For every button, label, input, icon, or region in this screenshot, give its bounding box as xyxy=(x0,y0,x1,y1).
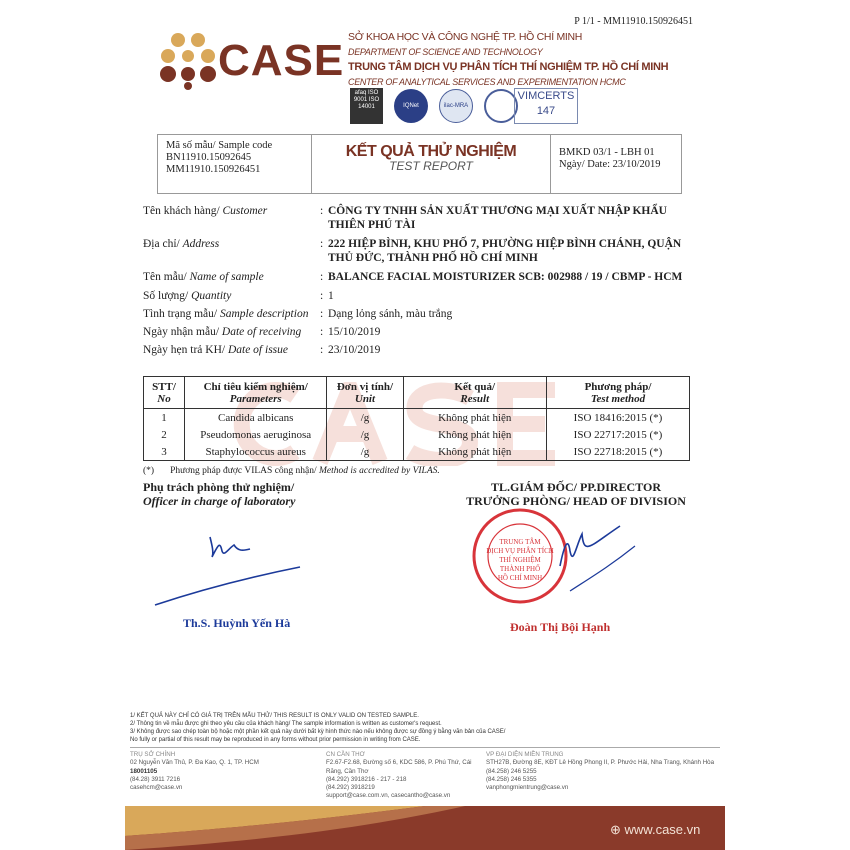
form-code: BMKD 03/1 - LBH 01 xyxy=(559,147,655,158)
center-en: CENTER OF ANALYTICAL SERVICES AND EXPERIMENTATION HCMC xyxy=(348,77,626,87)
ilac-mra-cert-logo: ilac-MRA xyxy=(439,89,473,123)
office-line: (84.258) 246 5255 xyxy=(486,767,537,775)
colon: : xyxy=(320,344,324,356)
table-cell: ISO 22718:2015 (*) xyxy=(546,443,689,461)
office-line: support@case.com.vn, casecantho@case.vn xyxy=(326,792,451,800)
info-value: 15/10/2019 xyxy=(328,326,381,338)
info-value: BALANCE FACIAL MOISTURIZER SCB: 002988 / 19 / CBMP - HCM xyxy=(328,271,683,283)
footnote xyxy=(143,466,440,477)
report-title-en: TEST REPORT xyxy=(389,159,473,173)
logo-text: CASE xyxy=(218,36,345,85)
info-label: Ngày nhận mẫu/ Date of receiving xyxy=(143,326,302,338)
info-row xyxy=(143,270,703,284)
svg-text:HỒ CHÍ MINH: HỒ CHÍ MINH xyxy=(497,574,543,582)
note-line: No fully or partial of this result may be reproduced in any forms without prior permission in writing from CASE. xyxy=(130,737,421,743)
info-value: 1 xyxy=(328,290,334,302)
sample-code-label: Mã số mẫu/ Sample code xyxy=(166,140,273,151)
table-cell: Không phát hiện xyxy=(403,443,546,461)
vimcerts-label: VIMCERTS xyxy=(517,90,575,102)
note-line: 1/ KẾT QUẢ NÀY CHỈ CÓ GIÁ TRỊ TRÊN MẪU THỬ/ THIS RESULT IS ONLY VALID ON TESTED SAMPLE. xyxy=(130,713,419,719)
page-reference: P 1/1 - MM11910.150926451 xyxy=(574,16,693,27)
vimcerts-badge xyxy=(514,88,578,124)
info-row xyxy=(143,237,703,265)
sample-code-2: MM11910.150926451 xyxy=(166,164,261,175)
test-results-table xyxy=(143,376,690,461)
organization-header xyxy=(348,30,668,90)
afaq-cert-logo: afaq ISO 9001 ISO 14001 xyxy=(350,88,383,124)
office-line: 02 Nguyễn Văn Thủ, P. Đa Kao, Q. 1, TP. HCM xyxy=(130,759,259,767)
info-value: CÔNG TY TNHH SẢN XUẤT THƯƠNG MẠI XUẤT NHẬP KHẨU THIÊN PHÚ TÀI xyxy=(328,205,667,231)
info-label: Số lượng/ Quantity xyxy=(143,290,232,302)
office-line: (84.292) 3918216 - 217 - 218 xyxy=(326,775,407,783)
left-title-vn: Phụ trách phòng thử nghiệm/ xyxy=(143,480,295,494)
info-row xyxy=(143,325,703,339)
table-cell: Staphylococcus aureus xyxy=(185,443,327,461)
info-row xyxy=(143,289,703,303)
colon: : xyxy=(320,290,324,302)
sample-code-1: BN11910.15092645 xyxy=(166,152,252,163)
footnote-mark: (*) xyxy=(143,466,155,476)
info-label: Tên khách hàng/ Customer xyxy=(143,205,268,217)
left-signature-icon xyxy=(150,515,310,610)
vimcerts-number: 147 xyxy=(536,105,556,117)
office-heading: TRỤ SỞ CHÍNH xyxy=(130,751,176,758)
table-cell: 3 xyxy=(144,443,185,461)
note-line: 3/ Không được sao chép toàn bộ hoặc một phần kết quả này dưới bất kỳ hình thức nào nếu không được sự đồng ý bằng văn bản của CASE/ xyxy=(130,729,506,735)
office-line: STH27B, Đường 8E, KĐT Lê Hồng Phong II, P. Phước Hải, Nha Trang, Khánh Hòa xyxy=(486,759,715,767)
table-cell: Không phát hiện xyxy=(403,409,546,427)
office-heading: VP ĐẠI DIỆN MIỀN TRUNG xyxy=(486,751,564,758)
column-header: Phương pháp/ Test method xyxy=(546,377,689,409)
svg-text:THÀNH PHỐ: THÀNH PHỐ xyxy=(499,565,541,573)
website-link[interactable] xyxy=(610,822,700,838)
divider xyxy=(130,747,720,748)
table-cell: /g xyxy=(327,443,403,461)
colon: : xyxy=(320,238,324,250)
right-signature-block xyxy=(450,480,702,508)
left-signer-name: Th.S. Huỳnh Yến Hà xyxy=(183,616,291,630)
report-title-vn: KẾT QUẢ THỬ NGHIỆM xyxy=(345,143,517,160)
svg-text:DỊCH VỤ PHÂN TÍCH: DỊCH VỤ PHÂN TÍCH xyxy=(486,547,554,555)
iqnet-cert-logo: IQNet xyxy=(394,89,428,123)
office-address xyxy=(326,751,480,801)
office-line: vanphongmientrung@case.vn xyxy=(486,784,569,792)
info-value: 23/10/2019 xyxy=(328,344,381,356)
case-logo-icon xyxy=(160,32,216,90)
info-label: Tên mẫu/ Name of sample xyxy=(143,271,264,283)
svg-text:TRUNG TÂM: TRUNG TÂM xyxy=(499,538,541,546)
column-header: Kết quả/ Result xyxy=(403,377,546,409)
left-title-en: Officer in charge of laboratory xyxy=(143,494,296,508)
info-row xyxy=(143,343,703,357)
info-label: Địa chỉ/ Address xyxy=(143,238,220,250)
right-title-1: TL.GIÁM ĐỐC/ PP.DIRECTOR xyxy=(490,480,662,494)
office-heading: CN CẦN THƠ xyxy=(326,751,365,758)
footnote-en: Method is accredited by VILAS. xyxy=(319,466,440,476)
left-signature-block xyxy=(143,480,295,508)
table-row xyxy=(144,443,690,461)
colon: : xyxy=(320,271,324,283)
column-header: Chỉ tiêu kiểm nghiệm/ Parameters xyxy=(185,377,327,409)
center-vn: TRUNG TÂM DỊCH VỤ PHÂN TÍCH THÍ NGHIỆM TP. HỒ CHÍ MINH xyxy=(348,61,669,73)
column-header: Đơn vị tính/ Unit xyxy=(327,377,403,409)
dept-vn: SỞ KHOA HỌC VÀ CÔNG NGHỆ TP. HỒ CHÍ MINH xyxy=(348,31,583,43)
sample-info xyxy=(143,204,703,361)
table-cell: 2 xyxy=(144,426,185,443)
official-stamp-icon xyxy=(470,506,650,610)
report-notes xyxy=(130,712,505,744)
table-cell: ISO 22717:2015 (*) xyxy=(546,426,689,443)
table-cell: ISO 18416:2015 (*) xyxy=(546,409,689,427)
vilas-cert-icon xyxy=(484,89,518,123)
right-title-2: TRƯỞNG PHÒNG/ HEAD OF DIVISION xyxy=(466,494,686,508)
office-line: (84.258) 246 5355 xyxy=(486,775,537,783)
table-row xyxy=(144,426,690,443)
column-header: STT/ No xyxy=(144,377,185,409)
colon: : xyxy=(320,205,324,217)
table-cell: /g xyxy=(327,426,403,443)
svg-text:THÍ NGHIỆM: THÍ NGHIỆM xyxy=(499,556,541,564)
office-address xyxy=(130,751,320,792)
office-line: F2.67-F2.68, Đường số 6, KDC 586, P. Phú Thứ, Cái Răng, Cần Thơ xyxy=(326,759,472,775)
info-label: Tình trạng mẫu/ Sample description xyxy=(143,308,309,320)
info-label: Ngày hẹn trả KH/ Date of issue xyxy=(143,344,289,356)
table-cell: 1 xyxy=(144,409,185,427)
certification-logos xyxy=(350,88,518,124)
colon: : xyxy=(320,326,324,338)
report-title-box xyxy=(157,134,682,194)
office-line: casehcm@case.vn xyxy=(130,784,183,792)
office-line: (84.28) 3911 7216 xyxy=(130,775,181,783)
table-cell: /g xyxy=(327,409,403,427)
colon: : xyxy=(320,308,324,320)
info-row xyxy=(143,307,703,321)
table-row xyxy=(144,409,690,427)
table-cell: Pseudomonas aeruginosa xyxy=(185,426,327,443)
website-text: www.case.vn xyxy=(624,822,701,837)
table-cell: Candida albicans xyxy=(185,409,327,427)
office-line: 18001105 xyxy=(130,767,158,775)
table-cell: Không phát hiện xyxy=(403,426,546,443)
office-address xyxy=(486,751,720,792)
info-value: 222 HIỆP BÌNH, KHU PHỐ 7, PHƯỜNG HIỆP BÌNH CHÁNH, QUẬN THỦ ĐỨC, THÀNH PHỐ HỒ CHÍ MINH xyxy=(328,238,682,264)
dept-en: DEPARTMENT OF SCIENCE AND TECHNOLOGY xyxy=(348,47,543,57)
info-value: Dạng lỏng sánh, màu trắng xyxy=(328,308,453,320)
note-line: 2/ Thông tin về mẫu được ghi theo yêu cầu của khách hàng/ The sample information is written as customer's request. xyxy=(130,721,442,727)
right-signer-name: Đoàn Thị Bội Hạnh xyxy=(510,620,611,634)
office-line: (84.292) 3918219 xyxy=(326,784,375,792)
globe-icon: ⊕ xyxy=(610,822,625,837)
info-row xyxy=(143,204,703,232)
report-date: Ngày/ Date: 23/10/2019 xyxy=(559,159,661,170)
footnote-vn: Phương pháp được VILAS công nhận/ xyxy=(170,466,320,476)
